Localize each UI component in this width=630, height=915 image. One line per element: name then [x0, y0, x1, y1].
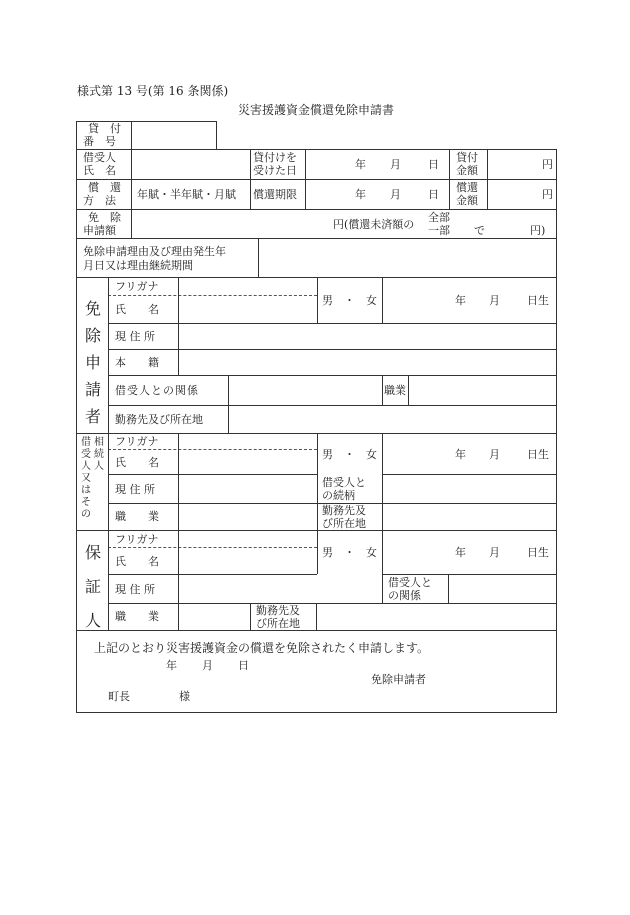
applicant-occupation-label: 職業 — [384, 384, 406, 397]
repayment-period-day: 日 — [428, 188, 439, 201]
heir-address-label: 現 住 所 — [115, 483, 155, 496]
guarantor-birth-month: 月 — [489, 546, 500, 559]
applicant-birth-year: 年 — [455, 294, 466, 307]
guarantor-workplace-label-line1: 勤務先及 — [256, 604, 300, 617]
applicant-relation-label: 借受人との関係 — [115, 384, 199, 397]
loan-date-year: 年 — [355, 158, 366, 171]
reason-label-line1: 免除申請理由及び理由発生年 — [83, 245, 226, 258]
loan-number-label-top: 貸 付 — [88, 122, 121, 135]
applicant-workplace-label: 勤務先及び所在地 — [115, 413, 203, 426]
repaid-amount-label-top: 償還 — [456, 181, 478, 194]
reason-label-line2: 月日又は理由継続期間 — [83, 259, 193, 272]
guarantor-workplace-label-line2: び所在地 — [256, 617, 300, 630]
applicant-birth-month: 月 — [489, 294, 500, 307]
repayment-method-options[interactable]: 年賦・半年賦・月賦 — [137, 188, 236, 201]
recipient-sama: 様 — [179, 690, 190, 703]
applicant-birth-day: 日生 — [527, 294, 549, 307]
repayment-period-year: 年 — [355, 188, 366, 201]
guarantor-address-label: 現 住 所 — [115, 583, 155, 596]
guarantor-section-label: 保 証 人 — [84, 543, 101, 630]
loan-amount-label-bottom: 金額 — [456, 164, 478, 177]
exemption-part[interactable]: 一部 — [428, 224, 450, 237]
recipient-label: 町長 — [108, 690, 130, 703]
guarantor-furigana-label: フリガナ — [115, 533, 159, 546]
heir-workplace-label-line2: び所在地 — [322, 517, 366, 530]
loan-amount-label-top: 貸付 — [456, 151, 478, 164]
exemption-label-top: 免 除 — [88, 211, 121, 224]
exemption-unit-note: 円(償還未済額の — [333, 218, 415, 231]
heir-section-label-col2: 相 続 人 — [94, 437, 104, 472]
repaid-amount-unit: 円 — [542, 188, 553, 201]
repayment-method-label-bottom: 方 法 — [83, 194, 116, 207]
heir-gender[interactable]: 男 ・ 女 — [322, 448, 377, 461]
heir-kinship-label-line1: 借受人と — [322, 476, 366, 489]
guarantor-name-label: 氏 名 — [115, 555, 159, 568]
heir-workplace-label-line1: 勤務先及 — [322, 504, 366, 517]
repaid-amount-label-bottom: 金額 — [456, 194, 478, 207]
applicant-section-label: 免 除 申 請 者 — [84, 299, 101, 426]
guarantor-relation-label-line1: 借受人と — [388, 576, 432, 589]
exemption-de: で — [474, 224, 485, 237]
applicant-address-label: 現 住 所 — [115, 330, 155, 343]
declaration-year: 年 — [166, 659, 177, 672]
repayment-method-label-top: 償 還 — [88, 181, 121, 194]
exemption-unit-end: 円) — [530, 224, 546, 237]
exemption-all[interactable]: 全部 — [428, 211, 450, 224]
guarantor-birth-day: 日生 — [527, 546, 549, 559]
heir-kinship-label-line2: の続柄 — [322, 489, 355, 502]
heir-section-label-col1: 借 受 人 又 は そ の — [81, 437, 91, 520]
applicant-gender[interactable]: 男 ・ 女 — [322, 294, 377, 307]
repayment-period-label: 償還期限 — [253, 188, 297, 201]
loan-number-label-bottom: 番 号 — [83, 135, 116, 148]
borrower-label-top: 借受人 — [83, 151, 116, 164]
guarantor-relation-label-line2: の関係 — [388, 589, 421, 602]
heir-name-label: 氏 名 — [115, 456, 159, 469]
heir-birth-day: 日生 — [527, 448, 549, 461]
form-number: 様式第 13 号(第 16 条関係) — [77, 84, 229, 98]
loan-amount-unit: 円 — [542, 158, 553, 171]
declaration-day: 日 — [238, 659, 249, 672]
declaration-text: 上記のとおり災害援護資金の償還を免除されたく申請します。 — [94, 641, 430, 655]
guarantor-gender[interactable]: 男 ・ 女 — [322, 546, 377, 559]
repayment-period-month: 月 — [390, 188, 401, 201]
form-title: 災害援護資金償還免除申請書 — [238, 103, 395, 117]
exemption-label-bottom: 申請額 — [83, 224, 116, 237]
heir-occupation-label: 職 業 — [115, 510, 159, 523]
declaration-month: 月 — [202, 659, 213, 672]
applicant-domicile-label: 本 籍 — [115, 356, 159, 369]
applicant-furigana-label: フリガナ — [115, 280, 159, 293]
heir-furigana-label: フリガナ — [115, 435, 159, 448]
applicant-signature-label: 免除申請者 — [371, 673, 426, 686]
loan-date-month: 月 — [390, 158, 401, 171]
heir-birth-month: 月 — [489, 448, 500, 461]
loan-date-day: 日 — [428, 158, 439, 171]
loan-date-label-bottom: 受けた日 — [253, 164, 297, 177]
borrower-label-bottom: 氏 名 — [83, 164, 116, 177]
applicant-name-label: 氏 名 — [115, 303, 159, 316]
guarantor-occupation-label: 職 業 — [115, 610, 159, 623]
loan-date-label-top: 貸付けを — [253, 151, 297, 164]
heir-birth-year: 年 — [455, 448, 466, 461]
guarantor-birth-year: 年 — [455, 546, 466, 559]
